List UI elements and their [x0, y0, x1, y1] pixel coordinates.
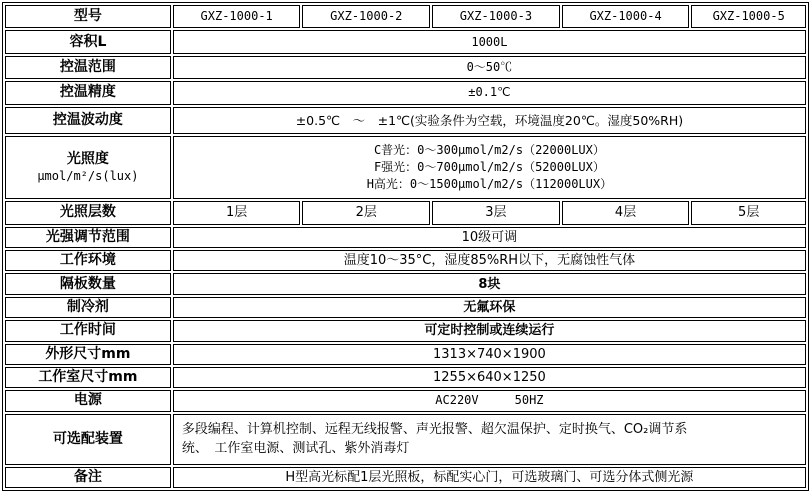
row-chamber-size: [5, 367, 806, 388]
illuminance-line-c: C普光：0～300μmol/m2/s（22000LUX）: [373, 143, 605, 158]
temp-accuracy-value: ±0.1℃: [173, 81, 806, 104]
row-temp-accuracy: [5, 81, 806, 104]
model-2: GXZ-1000-2: [302, 5, 430, 28]
light-layers-5: 5层: [691, 201, 806, 224]
row-light-adjust: [5, 227, 806, 248]
row-shelves: [5, 273, 806, 294]
light-layers-1: 1层: [173, 201, 301, 224]
options-line1: 多段编程、计算机控制、远程无线报警、声光报警、超欠温保护、定时换气、CO₂调节系: [181, 422, 688, 438]
options-label: 可选配装置: [5, 414, 171, 465]
row-options: [5, 414, 806, 465]
model-1: GXZ-1000-1: [173, 5, 301, 28]
row-illuminance: [5, 136, 806, 199]
spec-table: [2, 2, 809, 491]
light-adjust-value: 10级可调: [173, 227, 806, 248]
row-model: [5, 5, 806, 28]
chamber-size-value: 1255×640×1250: [173, 367, 806, 388]
temp-fluctuation-value: ±0.5℃ ～ ±1℃(实验条件为空载，环境温度20℃。湿度50%RH): [173, 107, 806, 134]
temp-range-value: 0～50℃: [173, 56, 806, 79]
illuminance-line-f: F强光：0～700μmol/m2/s（52000LUX）: [373, 160, 605, 175]
chamber-size-label: 工作室尺寸mm: [5, 367, 171, 388]
illuminance-label: [5, 136, 171, 199]
shelves-value: 8块: [173, 273, 806, 294]
light-layers-4: 4层: [562, 201, 690, 224]
row-refrigerant: [5, 297, 806, 318]
remarks-value: H型高光标配1层光照板，标配实心门，可选玻璃门、可选分体式侧光源: [173, 467, 806, 488]
temp-range-label: 控温范围: [5, 56, 171, 79]
illuminance-line-h: H高光：0～1500μmol/m2/s（112000LUX）: [366, 177, 613, 192]
row-remarks: [5, 467, 806, 488]
environment-value: 温度10～35°C，湿度85%RH以下，无腐蚀性气体: [173, 250, 806, 271]
row-light-layers: [5, 201, 806, 224]
row-temp-range: [5, 56, 806, 79]
temp-fluctuation-label: 控温波动度: [5, 107, 171, 134]
remarks-label: 备注: [5, 467, 171, 488]
row-capacity: [5, 30, 806, 53]
model-label: 型号: [5, 5, 171, 28]
environment-label: 工作环境: [5, 250, 171, 271]
temp-accuracy-label: 控温精度: [5, 81, 171, 104]
outer-size-value: 1313×740×1900: [173, 344, 806, 365]
power-value: AC220V 50HZ: [173, 390, 806, 411]
power-label: 电源: [5, 390, 171, 411]
model-5: GXZ-1000-5: [691, 5, 806, 28]
light-adjust-label: 光强调节范围: [5, 227, 171, 248]
outer-size-label: 外形尺寸mm: [5, 344, 171, 365]
capacity-value: 1000L: [173, 30, 806, 53]
refrigerant-value: 无氟环保: [173, 297, 806, 318]
light-layers-2: 2层: [302, 201, 430, 224]
work-time-value: 可定时控制或连续运行: [173, 320, 806, 341]
row-work-time: [5, 320, 806, 341]
capacity-label: 容积L: [5, 30, 171, 53]
options-line2: 统、 工作室电源、测试孔、紫外消毒灯: [181, 441, 410, 457]
light-layers-label: 光照层数: [5, 201, 171, 224]
shelves-label: 隔板数量: [5, 273, 171, 294]
options-value: [173, 414, 806, 465]
model-4: GXZ-1000-4: [562, 5, 690, 28]
row-outer-size: [5, 344, 806, 365]
light-layers-3: 3层: [432, 201, 560, 224]
row-temp-fluctuation: [5, 107, 806, 134]
illuminance-label-line2: μmol/m²/s(lux): [37, 168, 139, 183]
row-environment: [5, 250, 806, 271]
model-3: GXZ-1000-3: [432, 5, 560, 28]
illuminance-label-line1: 光照度: [66, 150, 109, 167]
illuminance-value: [173, 136, 806, 199]
work-time-label: 工作时间: [5, 320, 171, 341]
row-power: [5, 390, 806, 411]
refrigerant-label: 制冷剂: [5, 297, 171, 318]
